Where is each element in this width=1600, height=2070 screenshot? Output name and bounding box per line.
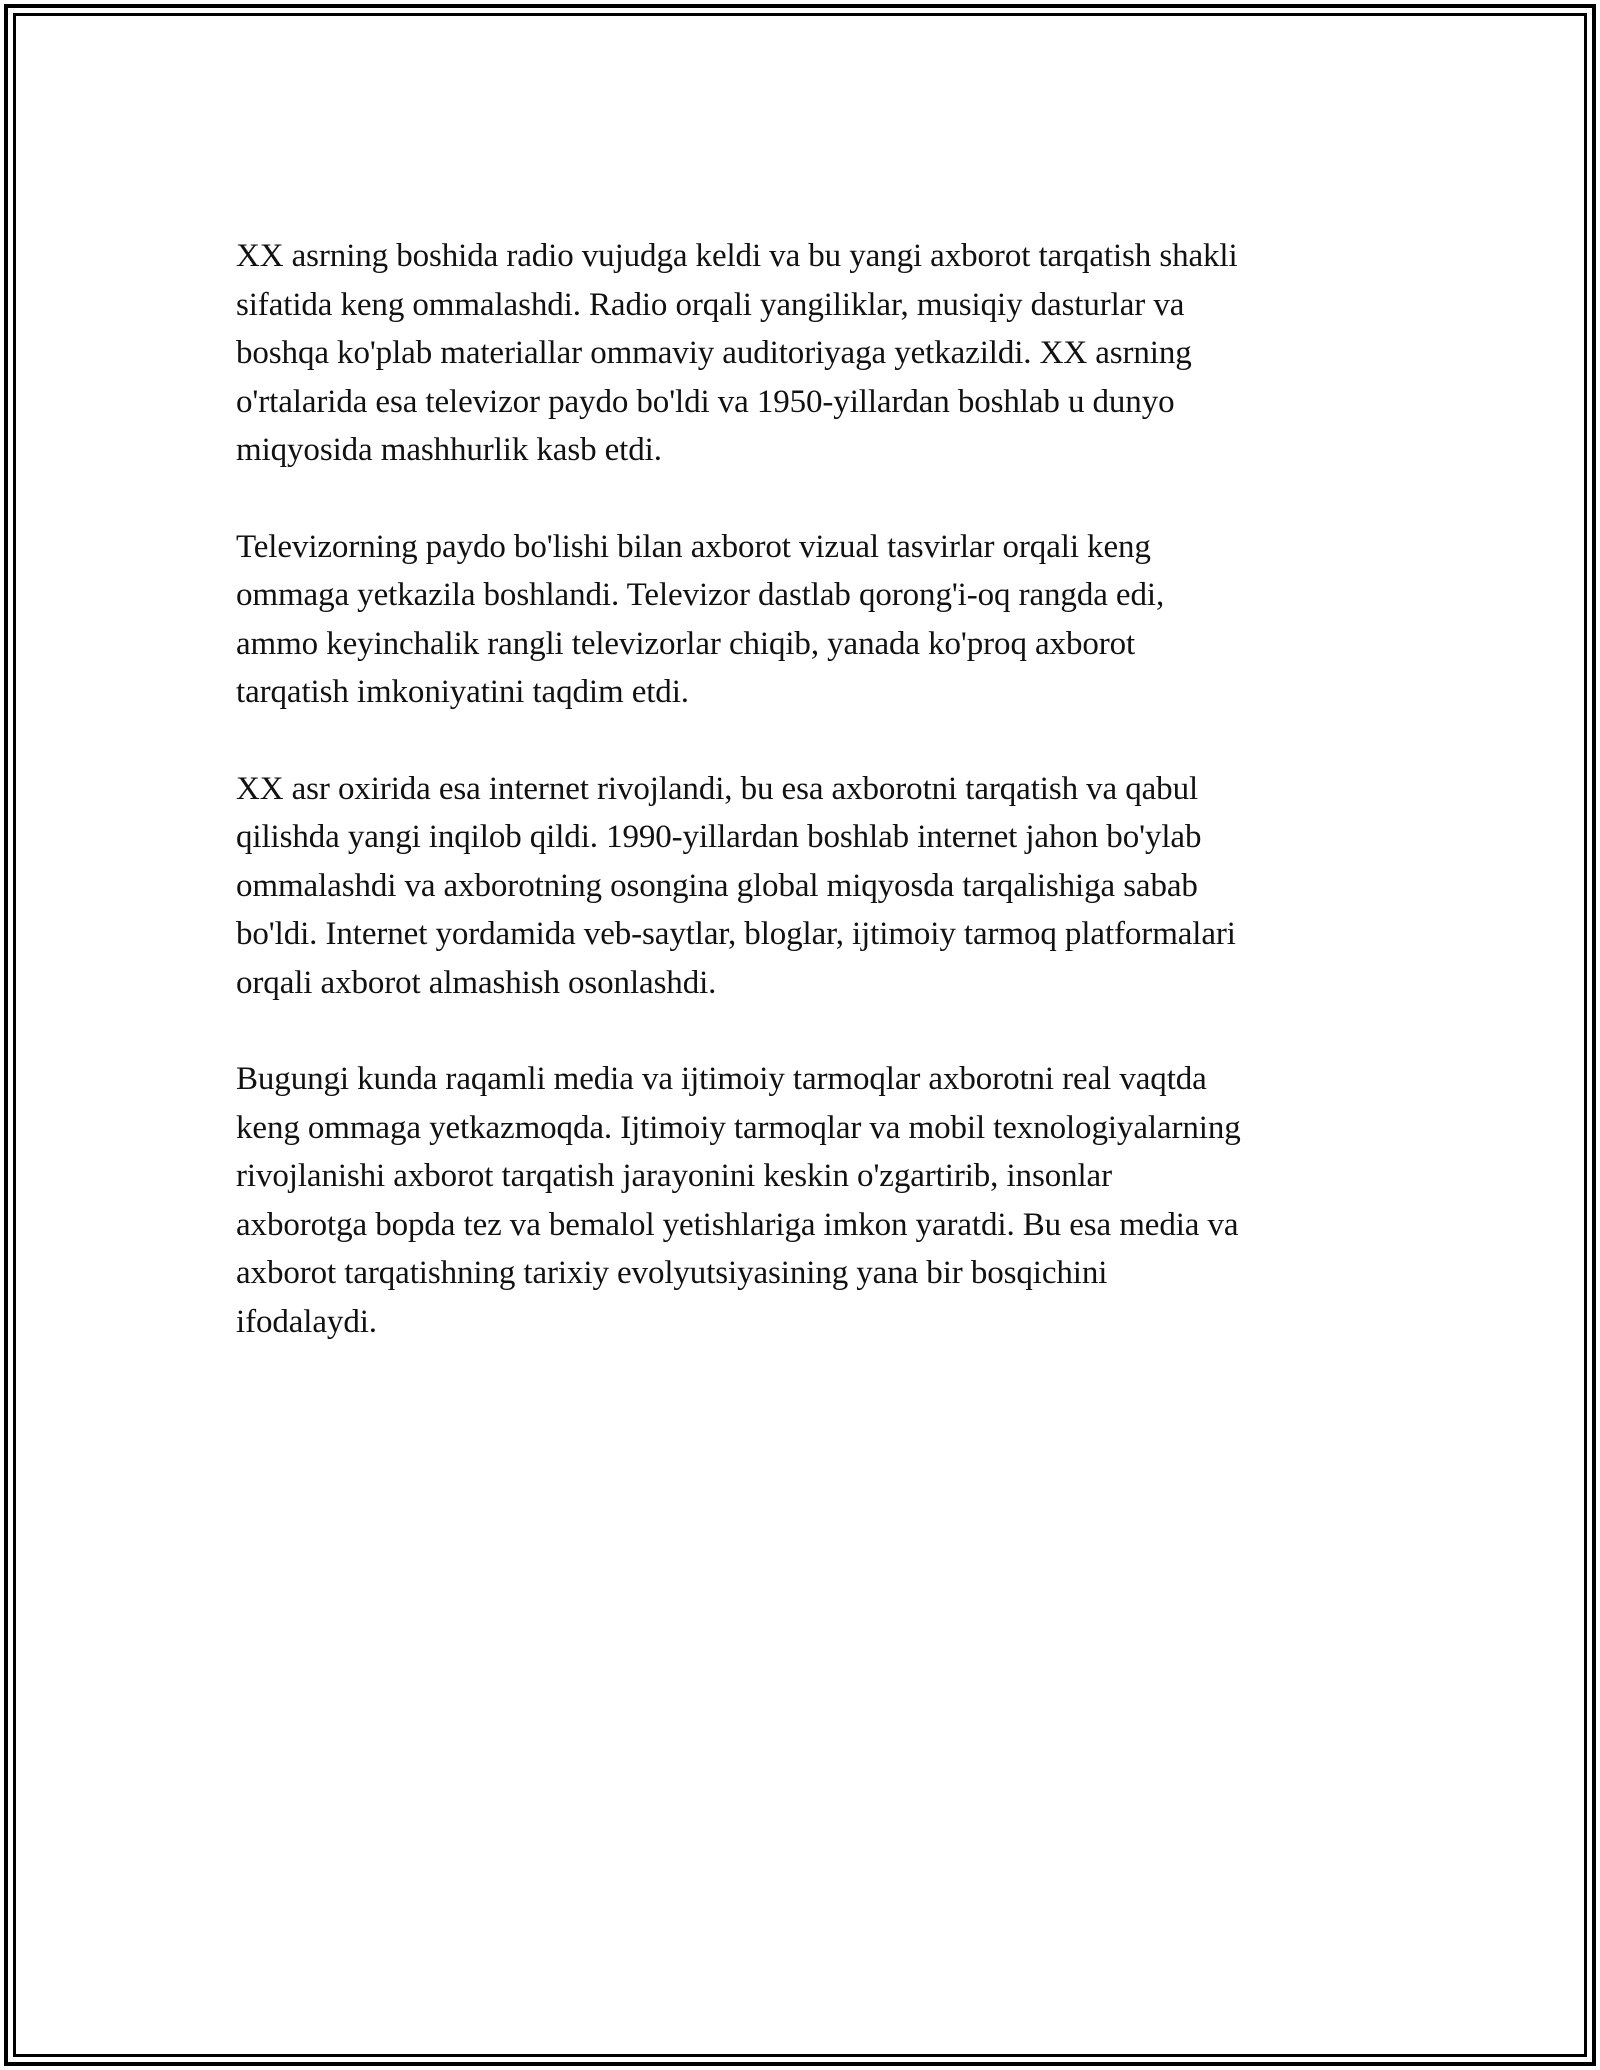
text-line: axborot tarqatishning tarixiy evolyutsiyasining yana bir bosqichini <box>236 1255 1108 1291</box>
text-line: qilishda yangi inqilob qildi. 1990-yillardan boshlab internet jahon bo'ylab <box>236 819 1202 855</box>
text-line: XX asr oxirida esa internet rivojlandi, bu esa axborotni tarqatish va qabul <box>236 770 1199 807</box>
text-line: o'rtalarida esa televizor paydo bo'ldi va 1950-yillardan boshlab u dunyo <box>236 383 1175 420</box>
paragraph-internet <box>236 765 1366 1008</box>
text-line: XX asrning boshida radio vujudga keldi va bu yangi axborot tarqatish shakli <box>236 238 1238 274</box>
text-line: ifodalaydi. <box>236 1303 377 1340</box>
text-line: ommalashdi va axborotning osongina global miqyosda tarqalishiga sabab <box>236 867 1198 904</box>
text-line: tarqatish imkoniyatini taqdim etdi. <box>236 674 689 710</box>
text-line: Televizorning paydo bo'lishi bilan axborot vizual tasvirlar orqali keng <box>236 528 1151 565</box>
text-line: ammo keyinchalik rangli televizorlar chiqib, yanada ko'proq axborot <box>236 625 1136 662</box>
paragraph-television-development <box>236 523 1366 717</box>
text-line: miqyosida mashhurlik kasb etdi. <box>236 432 662 468</box>
text-line: ommaga yetkazila boshlandi. Televizor dastlab qorong'i-oq rangda edi, <box>236 577 1165 613</box>
text-line: orqali axborot almashish osonlashdi. <box>236 964 717 1001</box>
text-line: boshqa ko'plab materiallar ommaviy auditoriyaga yetkazildi. XX asrning <box>236 335 1192 371</box>
text-line: Bugungi kunda raqamli media va ijtimoiy tarmoqlar axborotni real vaqtda <box>236 1061 1207 1097</box>
text-line: keng ommaga yetkazmoqda. Ijtimoiy tarmoqlar va mobil texnologiyalarning <box>236 1109 1241 1146</box>
paragraph-digital-media <box>236 1055 1366 1346</box>
text-line: axborotga bopda tez va bemalol yetishlariga imkon yaratdi. Bu esa media va <box>236 1206 1239 1243</box>
text-line: sifatida keng ommalashdi. Radio orqali yangiliklar, musiqiy dasturlar va <box>236 286 1185 323</box>
text-line: rivojlanishi axborot tarqatish jarayonini keskin o'zgartirib, insonlar <box>236 1158 1112 1194</box>
paragraph-radio-television <box>236 232 1366 475</box>
text-line: bo'ldi. Internet yordamida veb-saytlar, bloglar, ijtimoiy tarmoq platformalari <box>236 916 1236 952</box>
document-body <box>236 232 1366 1394</box>
